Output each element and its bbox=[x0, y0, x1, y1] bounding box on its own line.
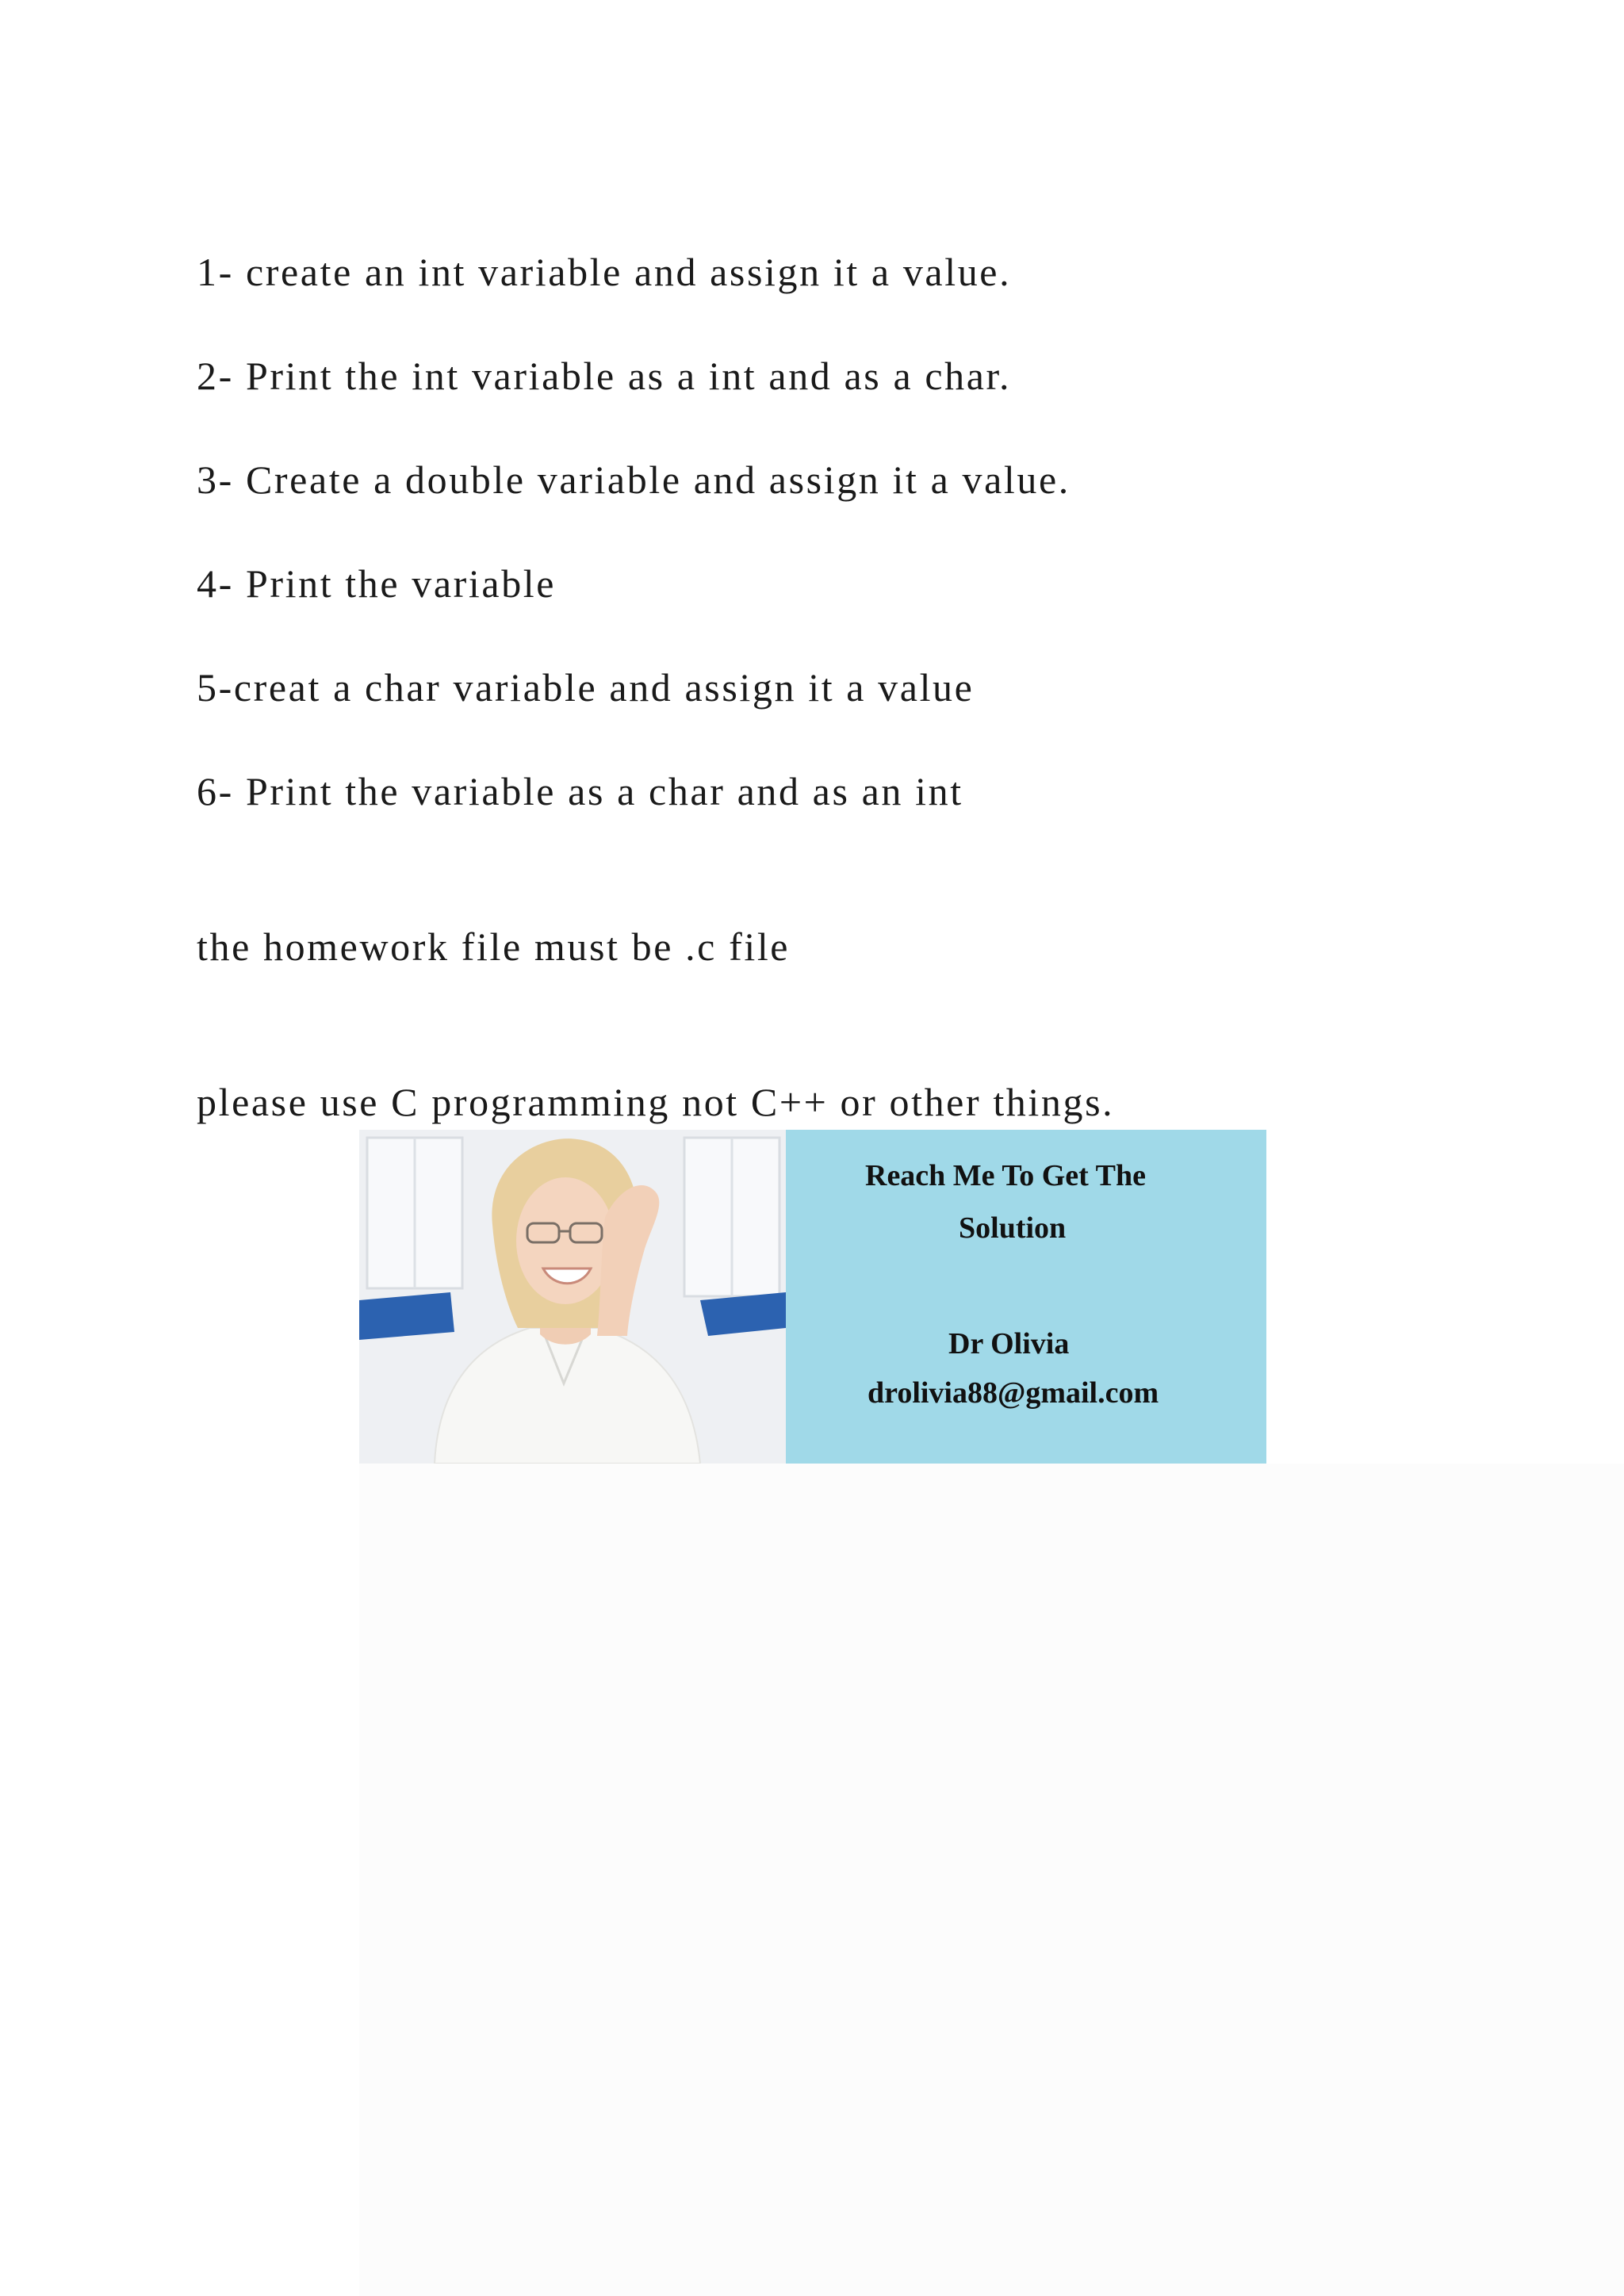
contact-banner bbox=[359, 1130, 1266, 1464]
instruction-line-4: 4- Print the variable bbox=[197, 561, 557, 606]
instruction-line-3: 3- Create a double variable and assign it a value. bbox=[197, 457, 1071, 502]
instruction-line-2: 2- Print the int variable as a int and as a char. bbox=[197, 354, 1012, 398]
file-requirement-note: the homework file must be .c file bbox=[197, 924, 791, 969]
instruction-line-6: 6- Print the variable as a char and as an int bbox=[197, 769, 963, 813]
person-photo bbox=[359, 1130, 786, 1464]
contact-info-panel bbox=[786, 1130, 1266, 1464]
contact-heading-line-2: Solution bbox=[959, 1211, 1067, 1245]
person-photo-illustration bbox=[359, 1130, 786, 1464]
instruction-line-5: 5-creat a char variable and assign it a value bbox=[197, 665, 975, 710]
background-panel bbox=[359, 1464, 1624, 2296]
contact-heading-line-1: Reach Me To Get The bbox=[865, 1159, 1146, 1192]
contact-name: Dr Olivia bbox=[948, 1327, 1070, 1360]
contact-email: drolivia88@gmail.com bbox=[868, 1376, 1159, 1410]
language-requirement-note: please use C programming not C++ or other things. bbox=[197, 1080, 1115, 1124]
instruction-line-1: 1- create an int variable and assign it a value. bbox=[197, 250, 1012, 294]
